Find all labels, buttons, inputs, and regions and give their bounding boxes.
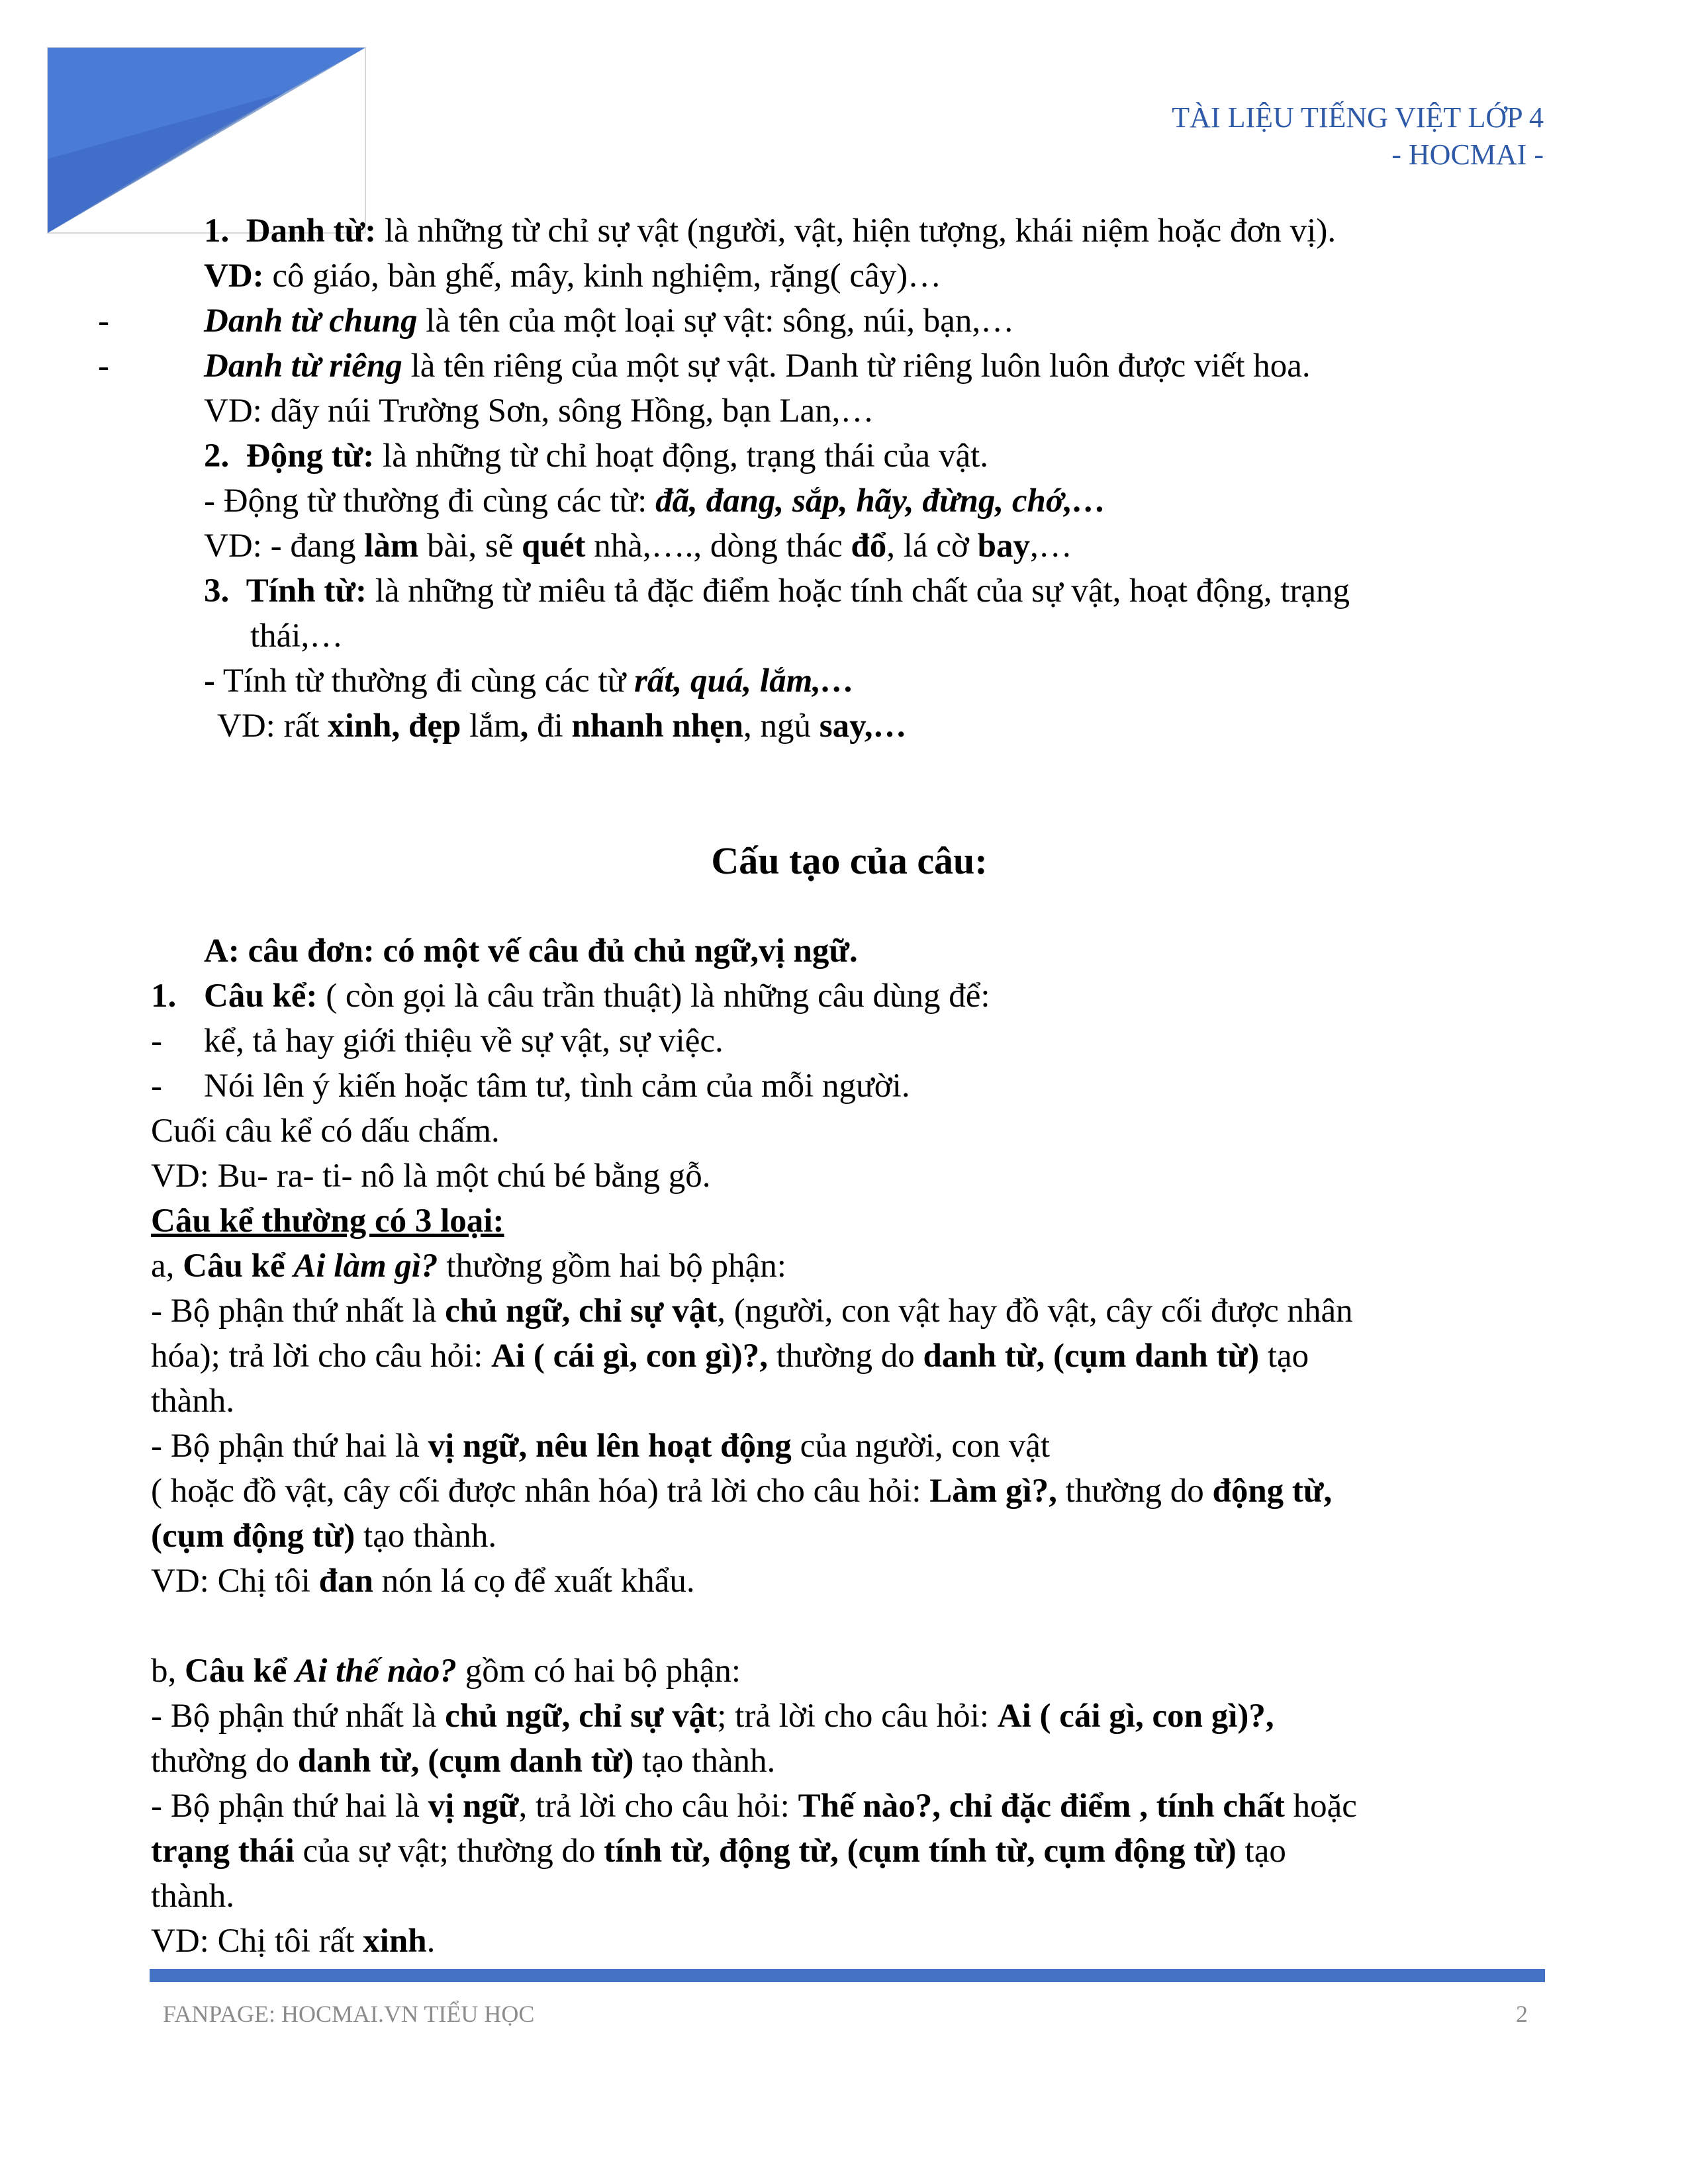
- type-a-predicate: - Bộ phận thứ hai là vị ngữ, nêu lên hoạt động của người, con vật: [151, 1428, 1051, 1465]
- adjective-definition: 3. Tính từ: là những từ miêu tả đặc điểm hoặc tính chất của sự vật, hoạt động, trạng: [204, 572, 1350, 610]
- adjective-note: - Tính từ thường đi cùng các từ rất, quá, lắm,…: [204, 662, 855, 700]
- footer-fanpage: FANPAGE: HOCMAI.VN TIỂU HỌC: [163, 2001, 535, 2027]
- type-a-predicate-cont: ( hoặc đồ vật, cây cối được nhân hóa) trả lời cho câu hỏi: Làm gì?, thường do động từ,: [151, 1473, 1333, 1510]
- adjective-definition-cont: thái,…: [250, 617, 344, 655]
- type-b-example: VD: Chị tôi rất xinh.: [151, 1923, 436, 1960]
- type-a-example: VD: Chị tôi đan nón lá cọ để xuất khẩu.: [151, 1563, 695, 1600]
- common-noun-item: - Danh từ chung là tên của một loại sự vật: sông, núi, bạn,…: [98, 302, 1015, 340]
- type-a-heading: a, Câu kể Ai làm gì? thường gồm hai bộ phận:: [151, 1248, 786, 1285]
- type-b-heading: b, Câu kể Ai thế nào? gồm có hai bộ phận:: [151, 1653, 741, 1690]
- section-title: Cấu tạo của câu:: [711, 839, 988, 882]
- adjective-example: VD: rất xinh, đẹp lắm, đi nhanh nhẹn, ngủ say,…: [217, 707, 907, 745]
- type-a-predicate-end: (cụm động từ) tạo thành.: [151, 1518, 497, 1555]
- declarative-types-heading: Câu kể thường có 3 loại:: [151, 1203, 504, 1240]
- proper-noun-item: - Danh từ riêng là tên riêng của một sự vật. Danh từ riêng luôn luôn được viết hoa.: [98, 347, 1311, 385]
- proper-noun-example: VD: dãy núi Trường Sơn, sông Hồng, bạn Lan,…: [204, 392, 874, 430]
- corner-decoration: [0, 0, 371, 238]
- verb-note: - Động từ thường đi cùng các từ: đã, đang, sắp, hãy, đừng, chớ,…: [204, 482, 1106, 520]
- noun-definition: 1. Danh từ: là những từ chỉ sự vật (người, vật, hiện tượng, khái niệm hoặc đơn vị).: [204, 212, 1336, 250]
- declarative-example: VD: Bu- ra- ti- nô là một chú bé bằng gỗ.: [151, 1158, 711, 1195]
- declarative-bullet-2: - Nói lên ý kiến hoặc tâm tư, tình cảm của mỗi người.: [151, 1068, 910, 1105]
- noun-example: VD: cô giáo, bàn ghế, mây, kinh nghiệm, rặng( cây)…: [204, 257, 942, 295]
- declarative-definition: 1. Câu kể: ( còn gọi là câu trần thuật) là những câu dùng để:: [151, 978, 990, 1015]
- verb-example: VD: - đang làm bài, sẽ quét nhà,…., dòng thác đổ, lá cờ bay,…: [204, 527, 1072, 565]
- document-header: [1172, 99, 1544, 173]
- type-b-predicate-end: thành.: [151, 1878, 235, 1915]
- footer-rule: [150, 1969, 1545, 1982]
- declarative-bullet-1: - kể, tả hay giới thiệu về sự vật, sự việc.: [151, 1023, 724, 1060]
- type-a-subject: - Bộ phận thứ nhất là chủ ngữ, chỉ sự vật, (người, con vật hay đồ vật, cây cối được nhân: [151, 1293, 1353, 1330]
- type-a-subject-end: thành.: [151, 1383, 235, 1420]
- type-b-predicate: - Bộ phận thứ hai là vị ngữ, trả lời cho câu hỏi: Thế nào?, chỉ đặc điểm , tính chất hoặc: [151, 1788, 1357, 1825]
- type-a-subject-cont: hóa); trả lời cho câu hỏi: Ai ( cái gì, con gì)?, thường do danh từ, (cụm danh từ) tạo: [151, 1338, 1309, 1375]
- type-b-predicate-cont: trạng thái của sự vật; thường do tính từ, động từ, (cụm tính từ, cụm động từ) tạo: [151, 1833, 1286, 1870]
- type-b-subject: - Bộ phận thứ nhất là chủ ngữ, chỉ sự vật; trả lời cho câu hỏi: Ai ( cái gì, con gì)?,: [151, 1698, 1274, 1735]
- verb-definition: 2. Động từ: là những từ chỉ hoạt động, trạng thái của vật.: [204, 437, 988, 475]
- declarative-ending: Cuối câu kể có dấu chấm.: [151, 1113, 500, 1150]
- type-b-subject-cont: thường do danh từ, (cụm danh từ) tạo thành.: [151, 1743, 776, 1780]
- page-number: 2: [1516, 2001, 1528, 2027]
- header-brand: - HOCMAI -: [1391, 138, 1544, 171]
- header-title: TÀI LIỆU TIẾNG VIỆT LỚP 4: [1172, 101, 1544, 134]
- simple-sentence-heading: A: câu đơn: có một vế câu đủ chủ ngữ,vị ngữ.: [204, 933, 858, 970]
- document-body: [98, 208, 1548, 1964]
